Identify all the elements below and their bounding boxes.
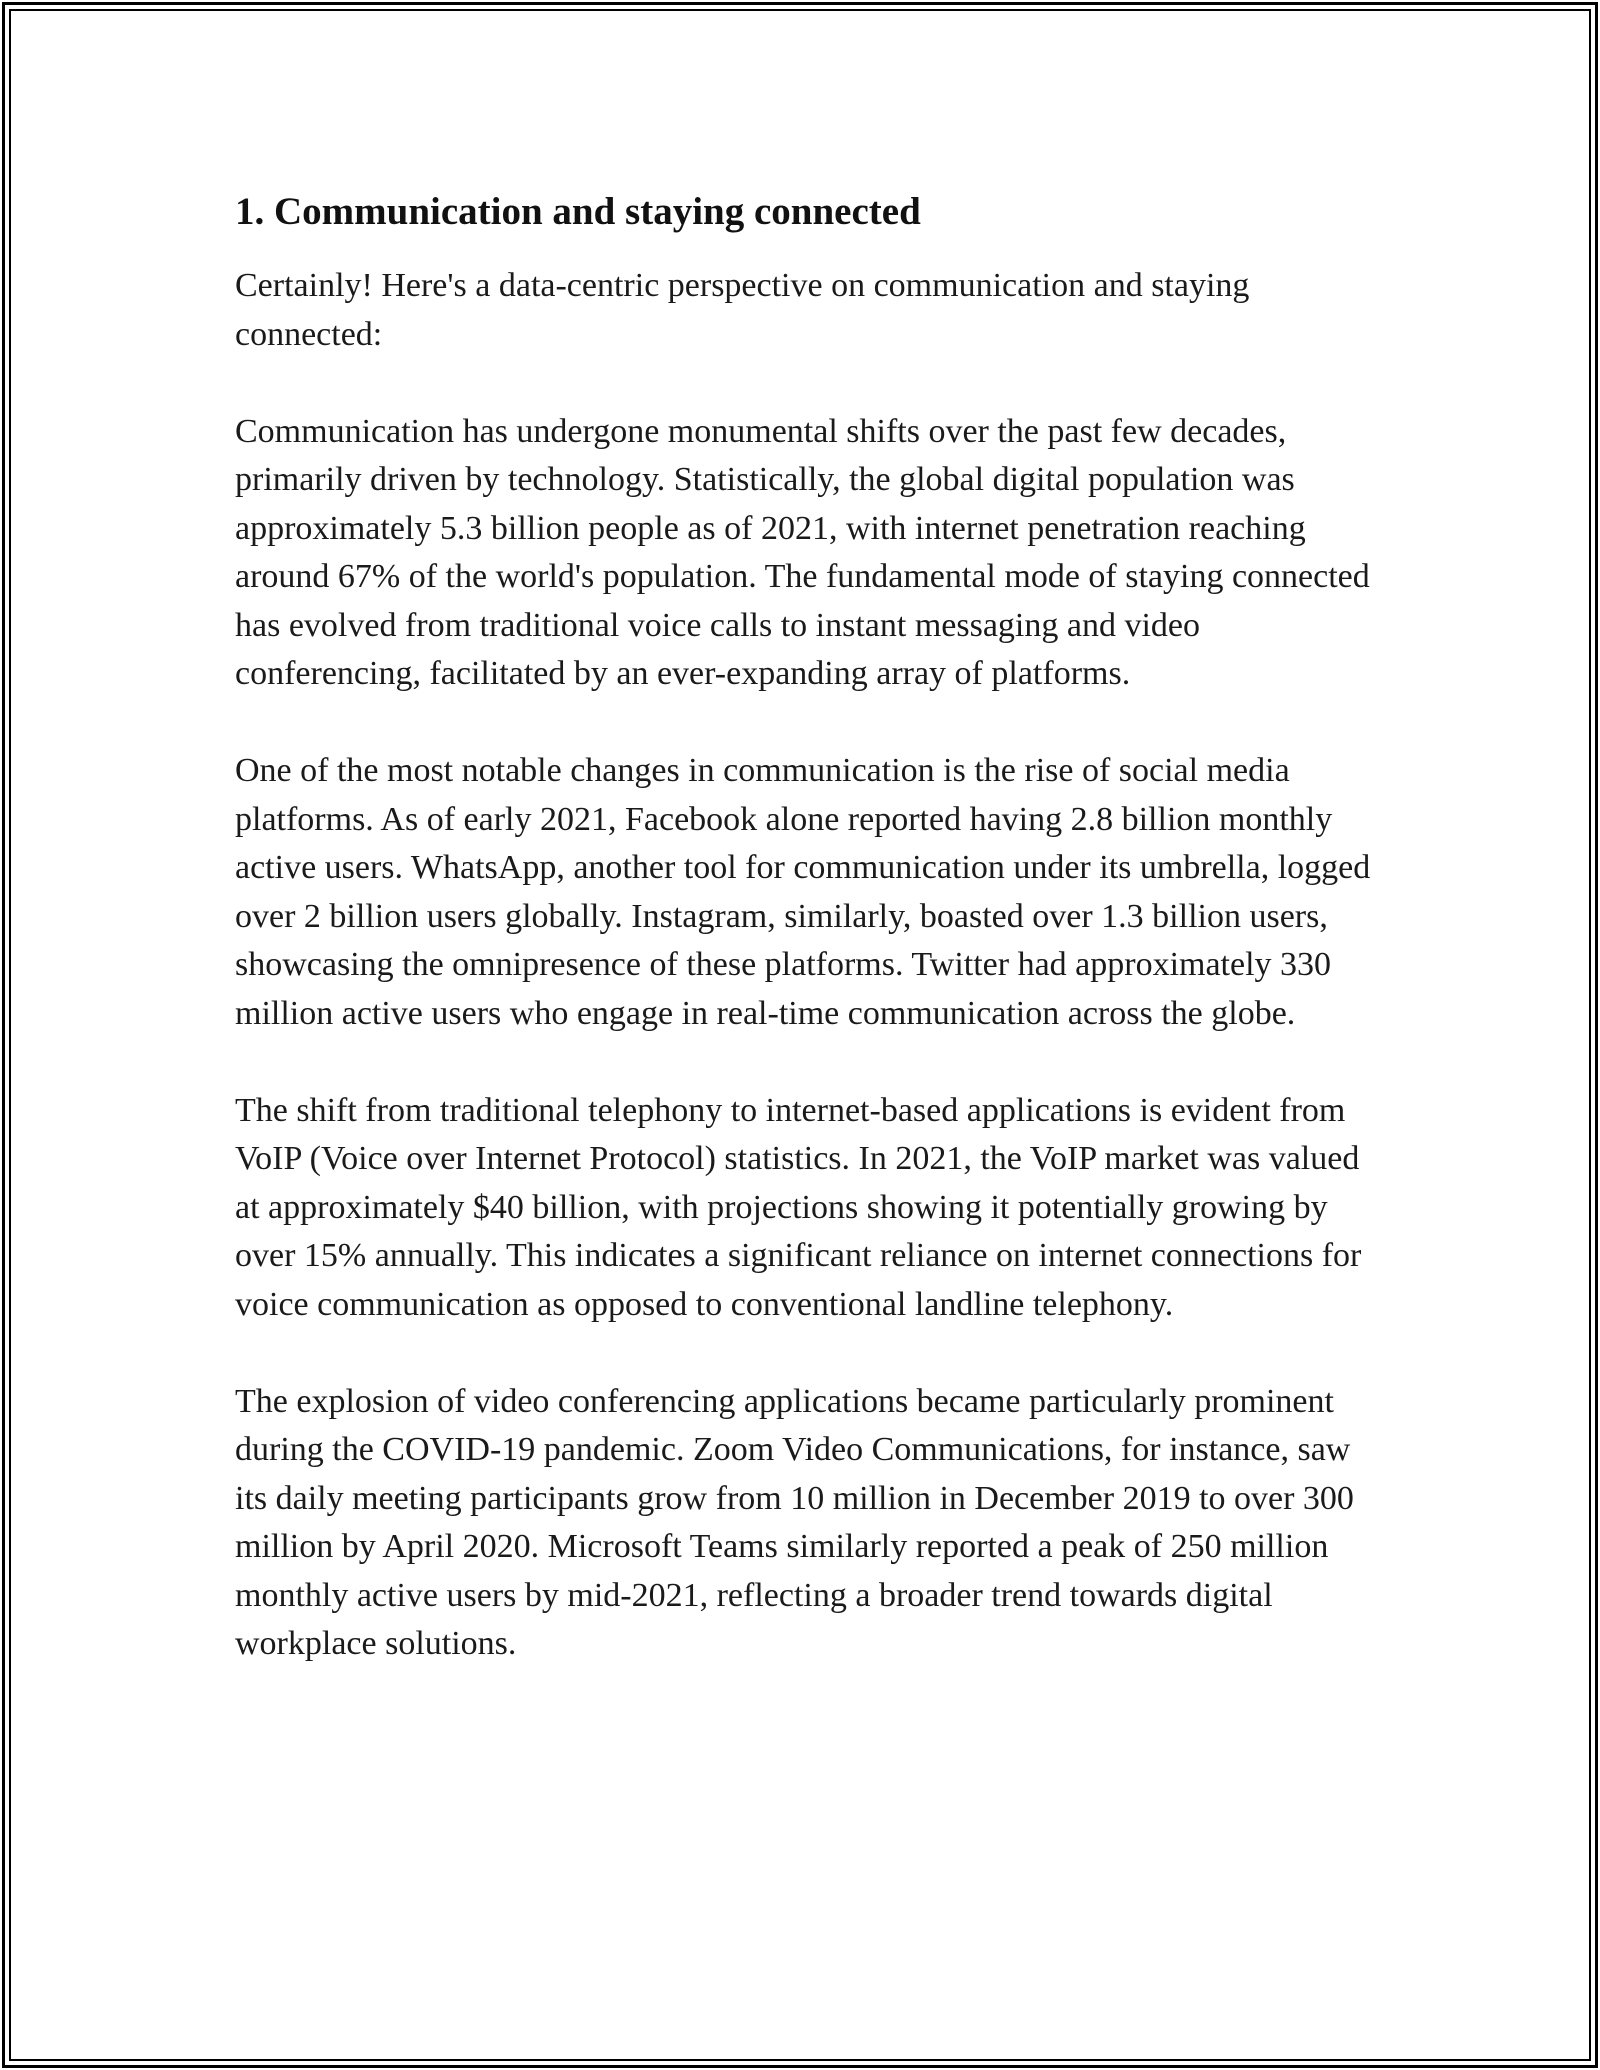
paragraph-intro: Certainly! Here's a data-centric perspective on communication and staying connected: — [235, 267, 1250, 353]
document-body — [235, 186, 1375, 1717]
paragraph-video-conferencing: The explosion of video conferencing applications became particularly prominent during the COVID-19 pandemic. Zoom Video Communications, for instance, saw its daily meeting participants grow from 10 million in December 2019 to over 300 million by April 2020. Microsoft Teams similarly reported a peak of 250 million monthly active users by mid-2021, reflecting a broader trend towards digital workplace solutions. — [235, 1382, 1354, 1662]
paragraph-social-media: One of the most notable changes in communication is the rise of social media platforms. As of early 2021, Facebook alone reported having 2.8 billion monthly active users. WhatsApp, another tool for communication under its umbrella, logged over 2 billion users globally. Instagram, similarly, boasted over 1.3 billion users, showcasing the omnipresence of these platforms. Twitter had approximately 330 million active users who engage in real-time communication across the globe. — [235, 752, 1371, 1032]
section-heading: 1. Communication and staying connected — [235, 190, 921, 233]
paragraph-digital-population: Communication has undergone monumental shifts over the past few decades, primarily driven by technology. Statistically, the global digital population was approximately 5.3 billion people as of 2021, with internet penetration reaching around 67% of the world's population. The fundamental mode of staying connected has evolved from traditional voice calls to instant messaging and video conferencing, facilitated by an ever-expanding array of platforms. — [235, 412, 1370, 692]
paragraph-voip: The shift from traditional telephony to internet-based applications is evident from VoIP (Voice over Internet Protocol) statistics. In 2021, the VoIP market was valued at approximately $40 billion, with projections showing it potentially growing by over 15% annually. This indicates a significant reliance on internet connections for voice communication as opposed to conventional landline telephony. — [235, 1091, 1362, 1323]
